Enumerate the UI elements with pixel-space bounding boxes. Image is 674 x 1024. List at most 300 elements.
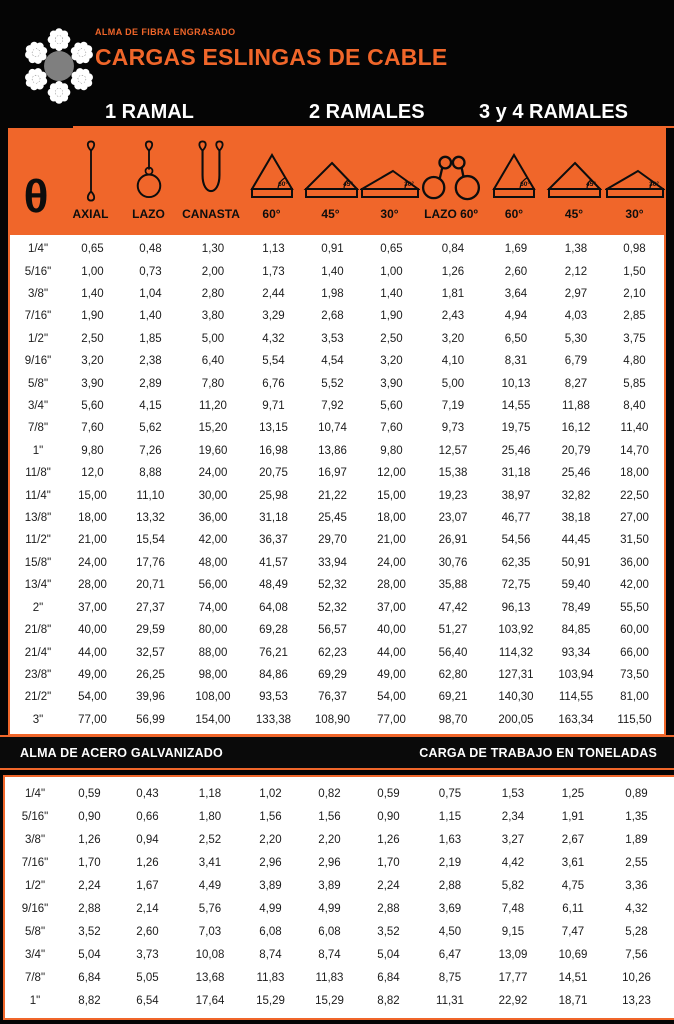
load-value: 16,12 <box>561 422 591 435</box>
load-value: 4,32 <box>262 332 285 345</box>
load-value: 18,00 <box>620 467 649 480</box>
header <box>0 0 674 104</box>
load-value: 0,91 <box>321 243 344 256</box>
load-value: 1,53 <box>501 788 525 801</box>
load-value: 1,18 <box>198 788 222 801</box>
load-value: 76,21 <box>259 646 288 659</box>
load-value: 29,70 <box>318 534 347 547</box>
load-value: 98,70 <box>438 713 468 726</box>
load-value: 0,48 <box>139 243 162 256</box>
table-row <box>7 852 671 875</box>
load-value: 19,23 <box>438 489 468 502</box>
load-value: 2,80 <box>201 288 225 301</box>
choker-bridle-60-icon <box>420 152 482 202</box>
load-value: 96,13 <box>501 601 531 614</box>
load-value: 1,85 <box>139 332 162 345</box>
table-row <box>10 462 664 484</box>
load-value: 25,45 <box>318 512 347 525</box>
table-row <box>10 574 664 596</box>
table-row <box>10 484 664 506</box>
vertical-hitch-icon <box>79 140 103 202</box>
load-value: 11,40 <box>620 422 649 435</box>
load-value: 18,71 <box>558 994 588 1007</box>
load-value: 1,00 <box>380 265 403 278</box>
load-value: 69,28 <box>259 624 288 637</box>
load-value: 0,94 <box>136 834 159 847</box>
load-value: 2,20 <box>318 834 341 847</box>
load-value: 77,00 <box>78 713 107 726</box>
load-value: 56,99 <box>136 713 165 726</box>
load-value: 8,74 <box>318 948 341 961</box>
load-value: 6,84 <box>377 971 400 984</box>
load-value: 19,75 <box>501 422 531 435</box>
load-value: 5,30 <box>564 332 588 345</box>
load-value: 31,18 <box>259 512 288 525</box>
load-value: 32,82 <box>561 489 591 502</box>
load-value: 20,75 <box>259 467 288 480</box>
load-value: 0,65 <box>81 243 104 256</box>
load-value: 6,84 <box>78 971 101 984</box>
table-row <box>10 686 664 708</box>
row-size-label: 2" <box>32 601 44 614</box>
load-value: 1,63 <box>438 834 462 847</box>
load-value: 6,11 <box>562 902 584 915</box>
load-value: 33,94 <box>318 556 347 569</box>
load-value: 4,42 <box>501 857 525 870</box>
load-value: 1,70 <box>377 857 400 870</box>
load-value: 0,84 <box>441 243 465 256</box>
load-value: 2,12 <box>564 265 588 278</box>
row-size-label: 3/8" <box>27 288 49 301</box>
row-size-label: 21/4" <box>24 646 52 659</box>
row-size-label: 13/8" <box>24 512 52 525</box>
table-row <box>10 507 664 529</box>
column-lazo: LAZO <box>117 128 180 235</box>
load-value: 14,70 <box>620 444 649 457</box>
load-value: 4,80 <box>623 355 646 368</box>
load-value: 163,34 <box>558 713 594 726</box>
load-value: 66,00 <box>620 646 649 659</box>
load-value: 40,00 <box>78 624 107 637</box>
load-value: 1,38 <box>564 243 588 256</box>
svg-text:30°: 30° <box>403 181 414 188</box>
load-value: 14,55 <box>501 400 531 413</box>
load-value: 25,98 <box>259 489 288 502</box>
load-value: 4,32 <box>625 902 648 915</box>
load-value: 80,00 <box>198 624 228 637</box>
load-value: 1,26 <box>136 857 159 870</box>
load-value: 38,18 <box>561 512 591 525</box>
load-value: 19,60 <box>198 444 228 457</box>
load-value: 5,52 <box>321 377 344 390</box>
table-row <box>10 417 664 439</box>
table-row <box>7 943 671 966</box>
load-value: 1,15 <box>438 811 462 824</box>
load-value: 1,89 <box>625 834 648 847</box>
load-value: 1,50 <box>623 265 646 278</box>
load-value: 3,64 <box>504 288 528 301</box>
fiber-core-load-table <box>8 235 666 736</box>
load-value: 1,91 <box>561 811 585 824</box>
load-value: 64,08 <box>259 601 288 614</box>
load-value: 2,00 <box>201 265 225 278</box>
load-value: 6,08 <box>318 925 341 938</box>
load-value: 11,88 <box>562 400 590 413</box>
load-value: 8,88 <box>139 467 162 480</box>
load-value: 59,40 <box>561 579 591 592</box>
load-value: 1,26 <box>377 834 400 847</box>
load-value: 4,99 <box>318 902 341 915</box>
load-value: 0,89 <box>625 788 648 801</box>
load-value: 103,92 <box>498 624 534 637</box>
load-value: 5,60 <box>81 400 104 413</box>
load-value: 15,20 <box>198 422 228 435</box>
load-value: 14,51 <box>558 971 588 984</box>
load-value: 36,00 <box>198 512 228 525</box>
load-value: 56,00 <box>198 579 228 592</box>
row-size-label: 3" <box>32 713 44 726</box>
svg-text:60°: 60° <box>520 181 530 188</box>
load-value: 0,90 <box>78 811 101 824</box>
row-size-label: 5/16" <box>24 265 52 278</box>
load-value: 10,69 <box>558 948 588 961</box>
load-value: 54,00 <box>377 691 406 704</box>
row-size-label: 7/8" <box>24 971 46 984</box>
load-value: 2,55 <box>625 857 648 870</box>
load-value: 7,47 <box>561 925 585 938</box>
load-value: 10,26 <box>622 971 651 984</box>
table-row <box>7 898 671 921</box>
load-value: 31,50 <box>620 534 649 547</box>
load-value: 6,40 <box>201 355 225 368</box>
load-value: 115,50 <box>617 713 652 726</box>
load-value: 1,13 <box>262 243 285 256</box>
load-value: 9,71 <box>262 400 285 413</box>
core-type-subtitle: ALMA DE FIBRA ENGRASADO <box>95 27 236 37</box>
table-row <box>7 989 671 1012</box>
load-value: 2,89 <box>139 377 162 390</box>
row-size-label: 21/2" <box>24 691 52 704</box>
load-value: 62,80 <box>438 668 468 681</box>
load-value: 93,34 <box>561 646 591 659</box>
table-row <box>10 709 664 731</box>
load-value: 2,88 <box>377 902 400 915</box>
load-value: 3,20 <box>441 332 465 345</box>
load-value: 27,37 <box>136 601 165 614</box>
load-value: 36,00 <box>620 556 649 569</box>
table-row <box>10 641 664 663</box>
load-value: 7,56 <box>625 948 648 961</box>
load-value: 21,22 <box>318 489 347 502</box>
column-lazo-60: LAZO 60º <box>419 128 483 235</box>
column-axial: AXIAL <box>64 128 117 235</box>
load-value: 44,00 <box>78 646 107 659</box>
load-value: 8,74 <box>259 948 282 961</box>
row-size-label: 5/8" <box>27 377 49 390</box>
load-value: 0,59 <box>78 788 101 801</box>
row-size-label: 15/8" <box>24 556 52 569</box>
column-canasta: CANASTA <box>180 128 242 235</box>
load-value: 81,00 <box>620 691 649 704</box>
row-size-label: 1" <box>29 994 41 1007</box>
load-value: 11,31 <box>436 994 464 1007</box>
load-value: 5,76 <box>198 902 222 915</box>
load-value: 28,00 <box>78 579 107 592</box>
load-value: 84,86 <box>259 668 288 681</box>
load-value: 62,35 <box>501 556 531 569</box>
load-value: 1,40 <box>380 288 403 301</box>
table-row <box>7 966 671 989</box>
load-value: 1,67 <box>136 880 159 893</box>
load-value: 3,52 <box>78 925 101 938</box>
load-value: 12,00 <box>377 467 406 480</box>
load-value: 3,73 <box>136 948 159 961</box>
load-value: 37,00 <box>377 601 406 614</box>
table-row <box>10 552 664 574</box>
table-row <box>10 328 664 350</box>
load-value: 9,80 <box>380 444 403 457</box>
load-value: 2,44 <box>262 288 285 301</box>
load-value: 54,56 <box>501 534 531 547</box>
load-value: 30,76 <box>438 556 468 569</box>
row-size-label: 1/4" <box>27 243 49 256</box>
load-value: 8,40 <box>623 400 646 413</box>
load-value: 2,88 <box>78 902 101 915</box>
load-value: 69,21 <box>438 691 468 704</box>
load-value: 78,49 <box>561 601 591 614</box>
load-value: 48,00 <box>198 556 228 569</box>
load-value: 4,99 <box>259 902 282 915</box>
load-value: 1,69 <box>504 243 528 256</box>
column-34leg-45: 45° 45° <box>545 128 603 235</box>
load-value: 49,00 <box>78 668 107 681</box>
load-value: 0,98 <box>623 243 646 256</box>
load-value: 2,50 <box>81 332 104 345</box>
load-value: 48,49 <box>259 579 288 592</box>
section-band <box>0 735 674 770</box>
table-row <box>7 806 671 829</box>
row-size-label: 13/4" <box>24 579 52 592</box>
table-row <box>10 664 664 686</box>
load-value: 5,82 <box>501 880 525 893</box>
load-value: 37,00 <box>78 601 107 614</box>
load-value: 18,00 <box>78 512 107 525</box>
load-value: 1,73 <box>262 265 285 278</box>
load-value: 1,02 <box>259 788 282 801</box>
load-value: 15,00 <box>377 489 406 502</box>
load-value: 40,00 <box>377 624 406 637</box>
load-value: 98,00 <box>198 668 228 681</box>
load-value: 52,32 <box>318 601 347 614</box>
load-value: 3,20 <box>380 355 403 368</box>
load-value: 11,83 <box>315 971 344 984</box>
column-2leg-30: 30° 30° <box>360 128 419 235</box>
load-value: 2,68 <box>321 310 344 323</box>
load-value: 44,00 <box>377 646 406 659</box>
load-value: 2,10 <box>623 288 646 301</box>
load-value: 1,26 <box>78 834 101 847</box>
load-value: 6,79 <box>564 355 588 368</box>
load-value: 1,56 <box>318 811 341 824</box>
load-value: 3,36 <box>625 880 648 893</box>
table-row <box>10 440 664 462</box>
load-value: 22,92 <box>498 994 528 1007</box>
load-value: 56,40 <box>438 646 468 659</box>
group-2-ramales: 2 RAMALES <box>309 101 425 123</box>
load-value: 127,31 <box>498 668 534 681</box>
load-value: 1,80 <box>198 811 222 824</box>
load-value: 4,10 <box>441 355 465 368</box>
load-value: 17,77 <box>498 971 528 984</box>
load-value: 3,29 <box>262 310 285 323</box>
load-value: 62,23 <box>318 646 347 659</box>
load-value: 1,35 <box>625 811 648 824</box>
load-value: 16,98 <box>259 444 288 457</box>
load-value: 8,82 <box>78 994 101 1007</box>
bridle-45-icon <box>303 152 359 202</box>
load-value: 154,00 <box>195 713 231 726</box>
row-size-label: 9/16" <box>24 355 52 368</box>
load-value: 50,91 <box>561 556 591 569</box>
load-value: 6,50 <box>504 332 528 345</box>
load-value: 1,90 <box>81 310 104 323</box>
load-value: 3,20 <box>81 355 104 368</box>
load-value: 93,53 <box>259 691 288 704</box>
load-value: 3,27 <box>501 834 525 847</box>
working-load-units-label: CARGA DE TRABAJO EN TONELADAS <box>419 745 657 760</box>
load-value: 42,00 <box>198 534 228 547</box>
load-value: 2,20 <box>259 834 282 847</box>
load-value: 76,37 <box>318 691 347 704</box>
load-value: 0,73 <box>139 265 162 278</box>
load-value: 4,54 <box>321 355 344 368</box>
load-value: 15,29 <box>256 994 285 1007</box>
load-value: 5,00 <box>201 332 225 345</box>
row-size-label: 7/8" <box>27 422 49 435</box>
load-value: 6,54 <box>136 994 159 1007</box>
load-value: 3,89 <box>259 880 282 893</box>
bridle-60-icon <box>486 152 542 202</box>
load-value: 3,75 <box>623 332 646 345</box>
column-34leg-30: 30° 30° <box>603 128 666 235</box>
load-value: 84,85 <box>561 624 591 637</box>
load-value: 60,00 <box>620 624 649 637</box>
steel-core-label: ALMA DE ACERO GALVANIZADO <box>20 745 223 760</box>
load-value: 13,15 <box>259 422 288 435</box>
load-value: 44,45 <box>561 534 591 547</box>
load-value: 27,00 <box>620 512 649 525</box>
choker-hitch-icon <box>134 140 164 202</box>
table-row <box>10 238 664 260</box>
load-value: 108,00 <box>195 691 231 704</box>
load-value: 24,00 <box>377 556 406 569</box>
load-value: 15,54 <box>136 534 165 547</box>
row-size-label: 3/4" <box>27 400 49 413</box>
load-value: 1,25 <box>561 788 585 801</box>
bridle-30-icon <box>360 152 420 202</box>
load-value: 77,00 <box>377 713 406 726</box>
load-value: 2,60 <box>504 265 528 278</box>
row-size-label: 1/4" <box>24 788 46 801</box>
load-value: 24,00 <box>198 467 228 480</box>
load-value: 2,43 <box>441 310 465 323</box>
row-size-label: 7/16" <box>24 310 52 323</box>
load-value: 49,00 <box>377 668 406 681</box>
load-value: 8,31 <box>504 355 528 368</box>
load-value: 133,38 <box>255 713 292 726</box>
row-size-label: 1/2" <box>27 332 49 345</box>
load-value: 2,19 <box>438 857 462 870</box>
load-value: 1,40 <box>321 265 344 278</box>
theta-symbol: θ <box>23 169 49 222</box>
load-value: 5,05 <box>136 971 159 984</box>
load-value: 26,91 <box>438 534 468 547</box>
row-size-label: 3/8" <box>24 834 46 847</box>
load-value: 74,00 <box>198 601 228 614</box>
load-value: 2,97 <box>564 288 588 301</box>
load-value: 4,49 <box>198 880 222 893</box>
load-value: 4,75 <box>561 880 585 893</box>
load-value: 3,69 <box>438 902 462 915</box>
load-value: 0,75 <box>438 788 462 801</box>
load-value: 26,25 <box>136 668 165 681</box>
table-row <box>10 529 664 551</box>
table-row <box>10 597 664 619</box>
load-value: 1,90 <box>380 310 403 323</box>
load-value: 1,26 <box>441 265 465 278</box>
load-value: 56,57 <box>318 624 347 637</box>
bridle-45-icon <box>546 152 602 202</box>
load-value: 88,00 <box>198 646 228 659</box>
table-row <box>7 829 671 852</box>
row-size-label: 7/16" <box>21 857 49 870</box>
load-value: 16,97 <box>318 467 347 480</box>
load-value: 1,98 <box>321 288 344 301</box>
load-value: 8,82 <box>377 994 400 1007</box>
load-value: 13,68 <box>195 971 225 984</box>
column-2leg-60: 60° 60° <box>242 128 301 235</box>
svg-text:45°: 45° <box>342 181 353 188</box>
load-value: 0,82 <box>318 788 341 801</box>
load-value: 3,53 <box>321 332 344 345</box>
load-value: 29,59 <box>136 624 165 637</box>
load-value: 1,70 <box>78 857 101 870</box>
table-row <box>7 875 671 898</box>
load-value: 5,00 <box>441 377 465 390</box>
table-row <box>10 283 664 305</box>
load-value: 54,00 <box>78 691 107 704</box>
row-size-label: 11/8" <box>25 467 51 480</box>
column-header-band <box>8 128 666 235</box>
load-value: 1,40 <box>139 310 162 323</box>
load-value: 47,42 <box>438 601 468 614</box>
row-size-label: 11/2" <box>25 534 51 547</box>
table-row <box>10 395 664 417</box>
load-value: 7,26 <box>139 444 162 457</box>
load-value: 1,56 <box>259 811 282 824</box>
load-value: 52,32 <box>318 579 347 592</box>
load-value: 72,75 <box>501 579 531 592</box>
load-value: 5,04 <box>78 948 101 961</box>
table-row <box>7 783 671 806</box>
load-value: 7,60 <box>81 422 104 435</box>
load-value: 10,08 <box>195 948 225 961</box>
load-value: 10,13 <box>501 377 531 390</box>
load-value: 18,00 <box>377 512 406 525</box>
load-value: 5,60 <box>380 400 403 413</box>
load-value: 2,96 <box>318 857 341 870</box>
load-value: 5,85 <box>623 377 646 390</box>
